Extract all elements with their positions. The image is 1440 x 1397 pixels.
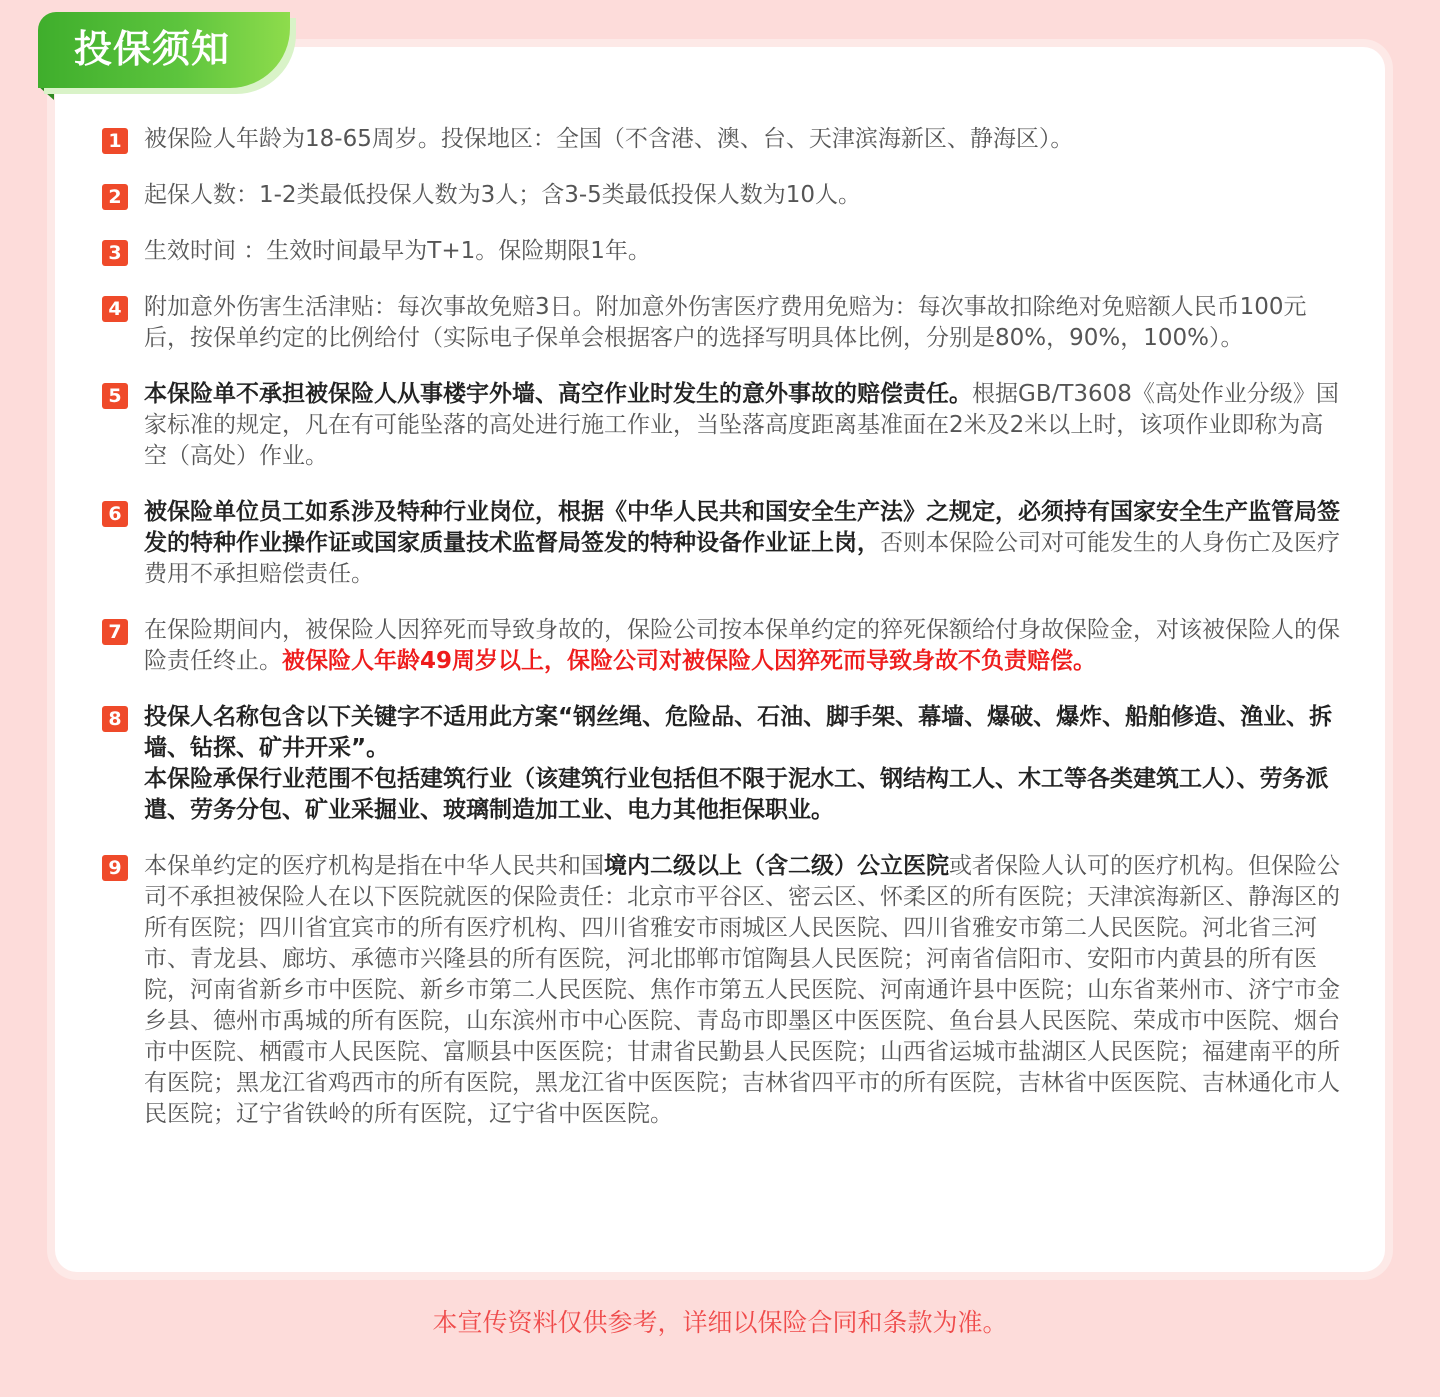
tab-fold: [38, 86, 54, 100]
section-title: 投保须知: [74, 27, 231, 71]
notice-item-8: [100, 702, 1340, 826]
item-number: 1: [102, 128, 128, 154]
item-text-2: 或者保险人认可的医疗机构。但保险公司不承担被保险人在以下医院就医的保险责任：北京市平谷区、密云区、怀柔区的所有医院；天津滨海新区、静海区的所有医院；四川省宜宾市的所有医疗机构、四川省雅安市雨城区人民医院、四川省雅安市第二人民医院。河北省三河市、青龙县、廊坊、承德市兴隆县的所有医院，河北邯郸市馆陶县人民医院；河南省信阳市、安阳市内黄县的所有医院，河南省新乡市中医院、新乡市第二人民医院、焦作市第五人民医院、河南通许县中医院；山东省莱州市、济宁市金乡县、德州市禹城的所有医院，山东滨州市中心医院、青岛市即墨区中医医院、鱼台县人民医院、荣成市中医院、烟台市中医院、栖霞市人民医院、富顺县中医医院；甘肃省民勤县人民医院；山西省运城市盐湖区人民医院；福建南平的所有医院；黑龙江省鸡西市的所有医院，黑龙江省中医医院；吉林省四平市的所有医院，吉林省中医医院、吉林通化市人民医院；辽宁省铁岭的所有医院，辽宁省中医医院。: [144, 853, 1340, 1127]
notice-item-1: [100, 124, 1340, 155]
section-tab: [38, 12, 290, 88]
item-text: 本保单约定的医疗机构是指在中华人民共和国: [144, 853, 604, 879]
notice-item-3: [100, 236, 1340, 267]
item-text: 生效时间 ：生效时间最早为T+1。保险期限1年。: [144, 238, 651, 264]
item-text: 在保险期间内，被保险人因猝死而导致身故的，保险公司按本保单约定的猝死保额给付身故保险金，对该被保险人的保险责任终止。: [144, 617, 1340, 674]
notice-item-2: [100, 180, 1340, 211]
item-bold-text: 被保险单位员工如系涉及特种行业岗位，根据《中华人民共和国安全生产法》之规定，必须持有国家安全生产监管局签发的特种作业操作证或国家质量技术监督局签发的特种设备作业证上岗，: [144, 499, 1340, 556]
item-number: 6: [102, 501, 128, 527]
item-number: 9: [102, 855, 128, 881]
item-text: 起保人数：1-2类最低投保人数为3人；含3-5类最低投保人数为10人。: [144, 182, 862, 208]
item-text: 根据GB/T3608《高处作业分级》国家标准的规定，凡在有可能坠落的高处进行施工作业，当坠落高度距离基准面在2米及2米以上时，该项作业即称为高空（高处）作业。: [144, 381, 1339, 469]
item-warning-text: 被保险人年龄49周岁以上，保险公司对被保险人因猝死而导致身故不负责赔偿。: [282, 648, 1097, 674]
disclaimer-footer: 本宣传资料仅供参考，详细以保险合同和条款为准。: [432, 1308, 1008, 1337]
notice-item-7: [100, 615, 1340, 677]
item-bold-text-2: 本保险承保行业范围不包括建筑行业（该建筑行业包括但不限于泥水工、钢结构工人、木工等各类建筑工人）、劳务派遣、劳务分包、矿业采掘业、玻璃制造加工业、电力其他拒保职业。: [144, 766, 1329, 823]
notice-item-4: [100, 292, 1340, 354]
item-bold-text: 本保险单不承担被保险人从事楼宇外墙、高空作业时发生的意外事故的赔偿责任。: [144, 381, 972, 407]
notice-list: [100, 124, 1340, 1155]
item-number: 2: [102, 184, 128, 210]
item-text: 被保险人年龄为18-65周岁。投保地区：全国（不含港、澳、台、天津滨海新区、静海区）。: [144, 126, 1074, 152]
item-number: 8: [102, 706, 128, 732]
item-text: 否则本保险公司对可能发生的人身伤亡及医疗费用不承担赔偿责任。: [144, 530, 1340, 587]
item-number: 5: [102, 383, 128, 409]
notice-item-9: [100, 851, 1340, 1130]
notice-item-5: [100, 379, 1340, 472]
item-bold-text: 境内二级以上（含二级）公立医院: [604, 853, 949, 879]
item-number: 3: [102, 240, 128, 266]
notice-item-6: [100, 497, 1340, 590]
item-number: 4: [102, 296, 128, 322]
item-bold-text: 投保人名称包含以下关键字不适用此方案“钢丝绳、危险品、石油、脚手架、幕墙、爆破、爆炸、船舶修造、渔业、拆墙、钻探、矿井开采”。: [144, 704, 1333, 761]
item-text: 附加意外伤害生活津贴：每次事故免赔3日。附加意外伤害医疗费用免赔为：每次事故扣除绝对免赔额人民币100元后，按保单约定的比例给付（实际电子保单会根据客户的选择写明具体比例，分别是80%，90%，100%）。: [144, 294, 1307, 351]
item-number: 7: [102, 619, 128, 645]
